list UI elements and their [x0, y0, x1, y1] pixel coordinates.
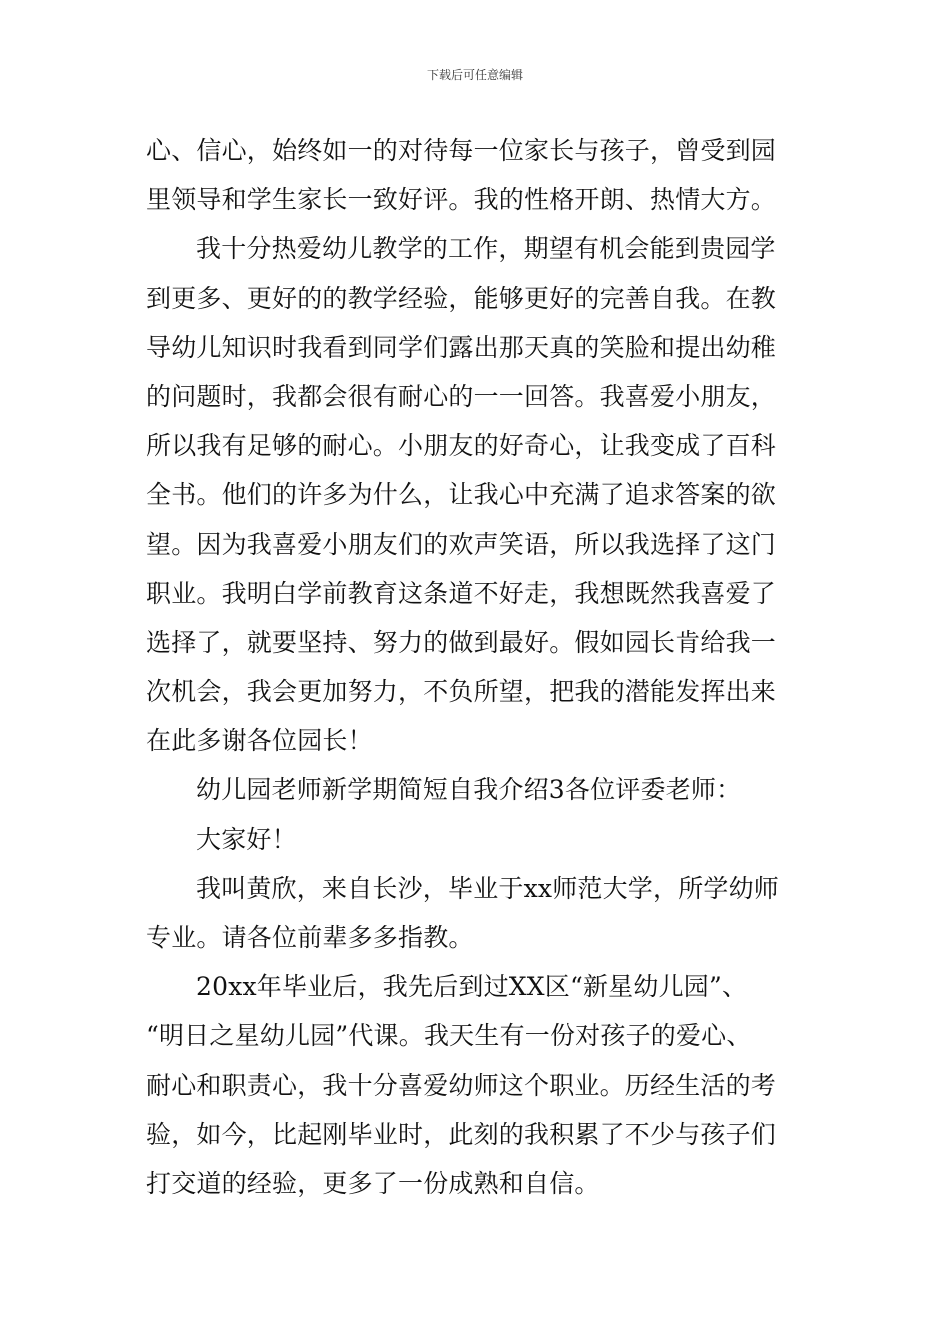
- text-line: 所以我有足够的耐心。小朋友的好奇心，让我变成了百科: [146, 431, 777, 461]
- text-line: 次机会，我会更加努力，不负所望，把我的潜能发挥出来: [146, 677, 777, 707]
- text-line: 我叫黄欣，来自长沙，毕业于xx师范大学，所学幼师: [196, 873, 780, 903]
- text-line: 20xx年毕业后，我先后到过XX区“新星幼儿园”、: [196, 972, 748, 1002]
- text-line: 在此多谢各位园长！: [146, 726, 373, 756]
- text-line: 全书。他们的许多为什么，让我心中充满了追求答案的欲: [146, 480, 777, 510]
- text-line: 里领导和学生家长一致好评。我的性格开朗、热情大方。: [146, 185, 777, 215]
- text-line: 打交道的经验，更多了一份成熟和自信。: [146, 1168, 600, 1198]
- document-body: [146, 126, 808, 1208]
- text-line: 选择了，就要坚持、努力的做到最好。假如园长肯给我一: [146, 627, 777, 657]
- text-line: 我十分热爱幼儿教学的工作，期望有机会能到贵园学: [196, 234, 776, 264]
- section-heading-line: 幼儿园老师新学期简短自我介绍3各位评委老师：: [196, 775, 742, 805]
- text-line: 望。因为我喜爱小朋友们的欢声笑语，所以我选择了这门: [146, 529, 777, 559]
- text-line: 心、信心，始终如一的对待每一位家长与孩子，曾受到园: [146, 136, 777, 165]
- text-line: “明日之星幼儿园”代课。我天生有一份对孩子的爱心、: [146, 1021, 752, 1051]
- text-line: 耐心和职责心，我十分喜爱幼师这个职业。历经生活的考: [146, 1070, 777, 1100]
- page-header: 下载后可任意编辑: [426, 68, 523, 82]
- text-line: 导幼儿知识时我看到同学们露出那天真的笑脸和提出幼稚: [146, 332, 777, 362]
- greeting-line: 大家好！: [196, 824, 297, 854]
- text-line: 到更多、更好的的教学经验，能够更好的完善自我。在教: [146, 283, 777, 313]
- text-line: 的问题时，我都会很有耐心的一一回答。我喜爱小朋友，: [146, 381, 777, 411]
- text-line: 专业。请各位前辈多多指教。: [146, 923, 474, 952]
- text-line: 验，如今，比起刚毕业时，此刻的我积累了不少与孩子们: [146, 1119, 777, 1149]
- text-line: 职业。我明白学前教育这条道不好走，我想既然我喜爱了: [146, 578, 777, 608]
